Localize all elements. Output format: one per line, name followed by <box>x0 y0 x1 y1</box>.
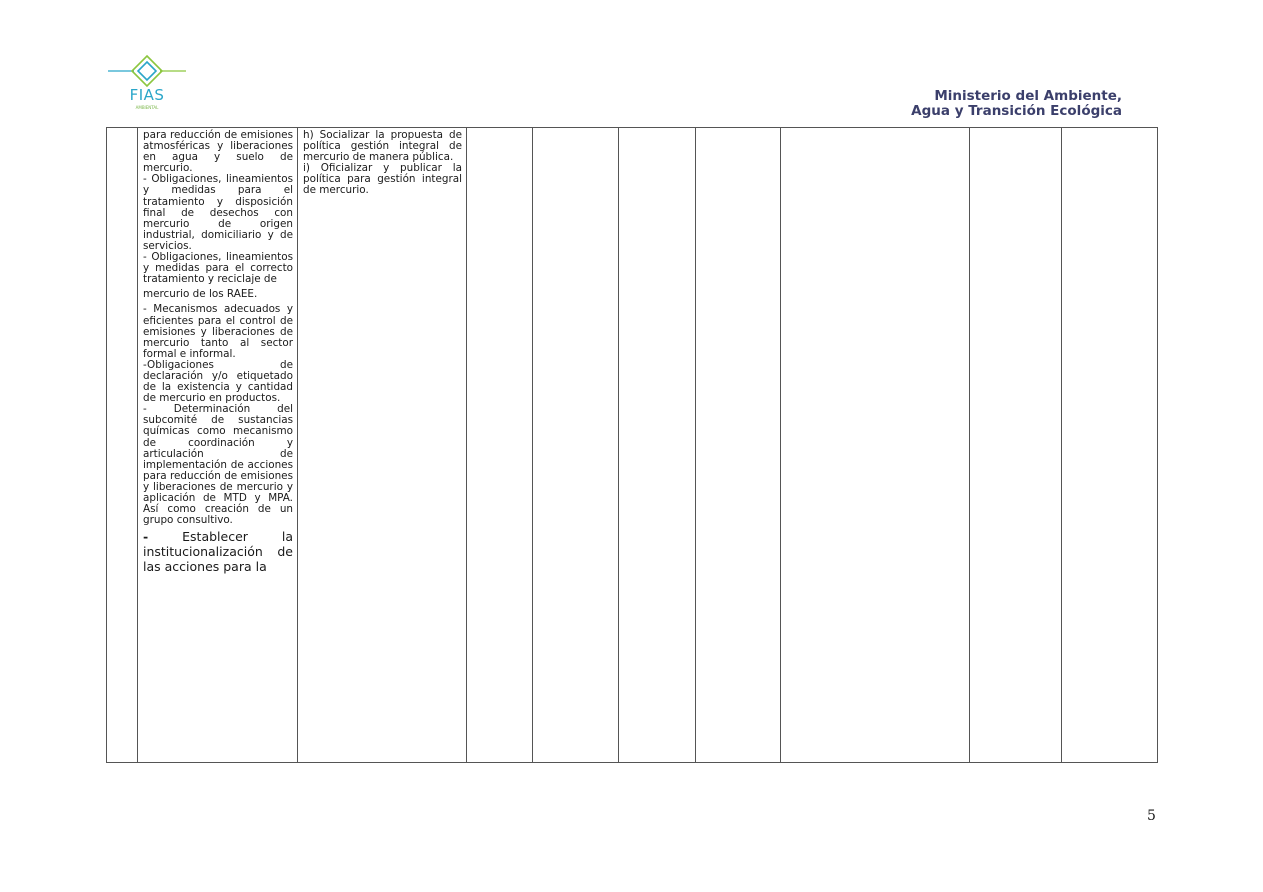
table-cell-empty <box>696 128 781 763</box>
diamond-logo-icon <box>106 54 188 88</box>
activity-i: i) Oficializar y publicar la política para gestión integral de mercurio. <box>303 162 462 197</box>
measure-text: mercurio de los RAEE. <box>143 288 258 301</box>
table-cell-empty <box>107 128 138 763</box>
table-cell-activities <box>298 128 467 763</box>
table-cell-empty <box>619 128 696 763</box>
measure-text: - Mecanismos adecuados y eficientes para el control de emisiones y liberaciones de mercurio tanto al sector formal e informal. <box>143 303 293 360</box>
ministry-line-2: Agua y Transición Ecológica <box>911 103 1122 119</box>
table-cell-empty <box>467 128 533 763</box>
measure-text: -Obligaciones de declaración y/o etiquetado de la existencia y cantidad de mercurio en productos. <box>143 358 293 405</box>
measure-text: - Obligaciones, lineamientos y medidas para el tratamiento y disposición final de desechos con mercurio de origen industrial, domiciliario y de servicios. <box>143 173 293 252</box>
ministry-header <box>911 89 1122 119</box>
measure-text: para reducción de emisiones atmosféricas y liberaciones en agua y suelo de mercurio. <box>143 129 293 175</box>
table-cell-empty <box>970 128 1062 763</box>
table-row <box>107 128 1158 763</box>
table-cell-empty <box>533 128 619 763</box>
table-cell-empty <box>781 128 970 763</box>
logo-subtitle: AMBIENTAL <box>135 105 159 110</box>
table-cell-measures <box>138 128 298 763</box>
content-table <box>106 127 1158 763</box>
measure-text-continued: Establecer la institucionalización de las acciones para la <box>143 529 293 575</box>
dash-marker: - <box>143 529 149 545</box>
measure-text: - Obligaciones, lineamientos y medidas para el correcto tratamiento y reciclaje de <box>143 251 293 286</box>
ministry-line-1: Ministerio del Ambiente, <box>934 88 1122 104</box>
fias-logo <box>106 54 188 124</box>
logo-title: FIAS <box>129 86 165 104</box>
table-cell-empty <box>1062 128 1158 763</box>
activity-h: h) Socializar la propuesta de política gestión integral de mercurio de manera pública. <box>303 129 462 164</box>
page-number: 5 <box>1147 808 1156 824</box>
measure-text: - Determinación del subcomité de sustancias químicas como mecanismo de coordinación y articulación de implementación de acciones para reducción de emisiones y liberaciones de mercurio y aplicación de MTD y MPA. Así como creación de un grupo consultivo. <box>143 403 293 527</box>
measure-text <box>143 529 293 574</box>
